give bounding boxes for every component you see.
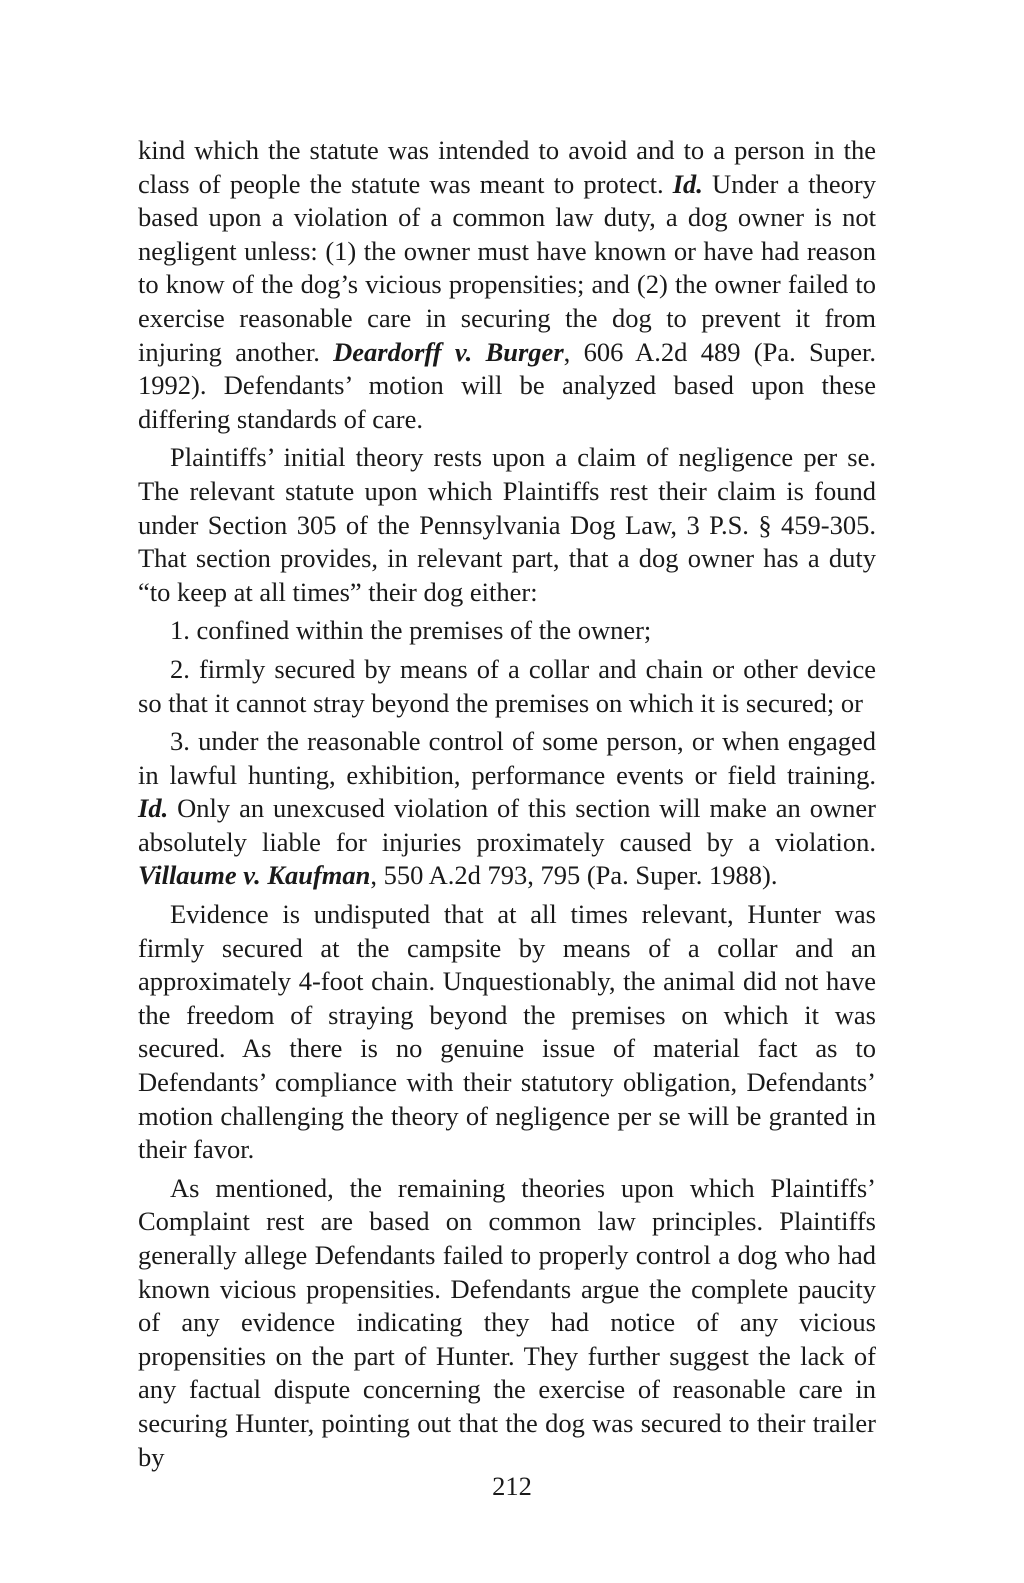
paragraph (138, 725, 876, 893)
paragraph-text: Under a theory based upon a violation of a common law duty, a dog owner is not negligent unless: (1) the owner must have known or have had reason to know of the dog’s vicious propensities; and (2) the owner failed to exercise reasonable care in securing the dog to prevent it from injuring another. (138, 168, 876, 367)
page-number: 212 (492, 1471, 532, 1501)
paragraph-text: Plaintiffs’ initial theory rests upon a claim of negligence per se. The relevant statute upon which Plaintiffs rest their claim is found under Section 305 of the Pennsylvania Dog Law, 3 P.S. § 459-305. That section provides, in relevant part, that a dog owner has a duty “to keep at all times” their dog either: (138, 442, 876, 607)
case-citation: Id. (672, 168, 703, 199)
case-citation: Villaume v. Kaufman (138, 860, 371, 891)
paragraph-text: Only an unexcused violation of this section will make an owner absolutely liable for injuries proximately caused by a violation. (138, 793, 876, 857)
paragraph-text: Evidence is undisputed that at all times relevant, Hunter was firmly secured at the campsite by means of a collar and an approximately 4-foot chain. Unquestionably, the animal did not have the freedom of straying beyond the premises on which it was secured. As there is no genuine issue of material fact as to Defendants’ compliance with their statutory obligation, Defendants’ motion challenging the theory of negligence per se will be granted in their favor. (138, 899, 876, 1165)
paragraph-text: , 550 A.2d 793, 795 (Pa. Super. 1988). (370, 860, 778, 891)
paragraph (138, 441, 876, 609)
paragraph (138, 1172, 876, 1474)
case-citation: Deardorff v. Burger (333, 336, 564, 367)
paragraph-text: , 606 A.2d 489 (Pa. Super. 1992). Defendants’ motion will be analyzed based upon these differing standards of care. (138, 336, 876, 434)
paragraph (138, 614, 876, 648)
paragraph-text: 2. firmly secured by means of a collar and chain or other device so that it cannot stray beyond the premises on which it is secured; or (138, 653, 876, 718)
paragraph-text: 1. confined within the premises of the owner; (170, 615, 652, 646)
paragraph (138, 134, 876, 436)
paragraph-text: kind which the statute was intended to avoid and to a person in the class of people the statute was meant to protect. (138, 135, 876, 199)
paragraph-text: 3. under the reasonable control of some person, or when engaged in lawful hunting, exhibition, performance events or field training. (138, 726, 876, 790)
paragraph (138, 898, 876, 1167)
paragraph-text: As mentioned, the remaining theories upon which Plaintiffs’ Complaint rest are based on common law principles. Plaintiffs generally allege Defendants failed to properly control a dog who had known vicious propensities. Defendants argue the complete paucity of any evidence indicating they had notice of any vicious propensities on the part of Hunter. They further suggest the lack of any factual dispute concerning the exercise of reasonable care in securing Hunter, pointing out that the dog was secured to their trailer by (138, 1172, 876, 1472)
paragraph (138, 653, 876, 720)
case-citation: Id. (138, 793, 169, 824)
document-body (138, 134, 876, 1474)
